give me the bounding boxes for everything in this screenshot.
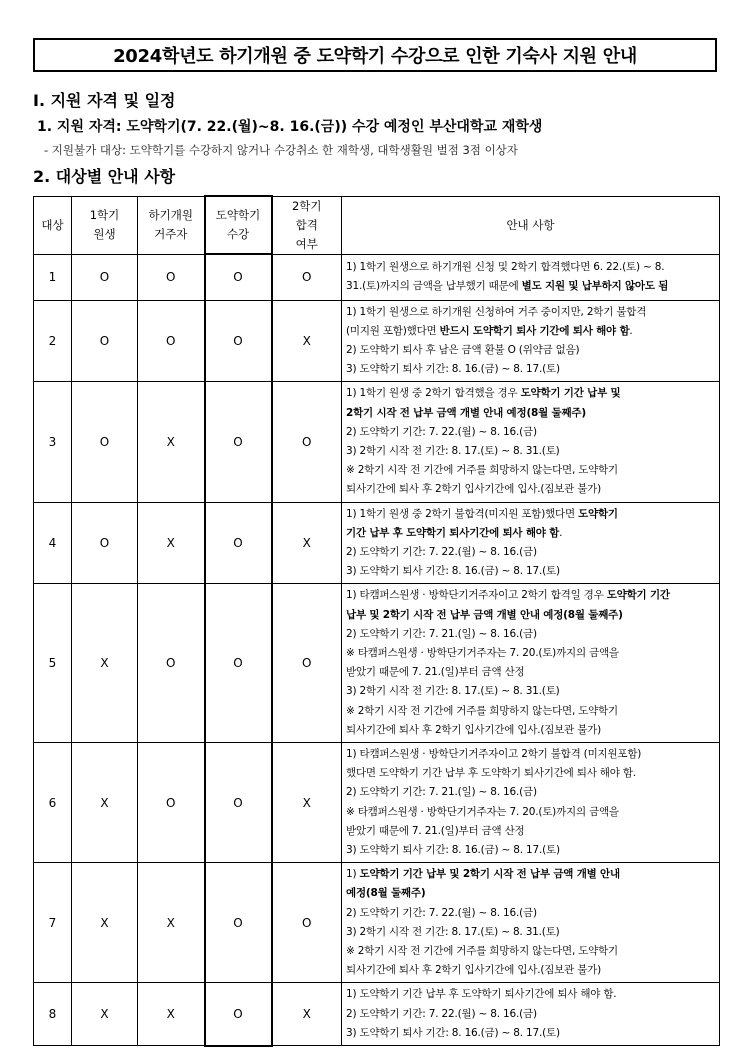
cell-summer: X — [138, 382, 205, 502]
guide-text: 1) 타캠퍼스원생 · 방학단기거주자이고 2학기 불합격 (미지원포함) — [346, 747, 642, 760]
guide-text: 3) 2학기 시작 전 기간: 8. 17.(토) ~ 8. 31.(토) — [346, 444, 560, 457]
guide-line — [346, 606, 715, 625]
ineligible-note: - 지원불가 대상: 도약학기를 수강하지 않거나 수강취소 한 재학생, 대학생활원 벌점 3점 이상자 — [44, 143, 518, 157]
cell-guide — [342, 382, 720, 502]
guide-line — [346, 644, 715, 663]
guide-text-bold: 별도 지원 및 납부하지 않아도 됨 — [521, 280, 669, 292]
guide-line — [346, 745, 715, 764]
guide-line — [346, 625, 715, 644]
guide-text: ※ 타캠퍼스원생 · 방학단기거주자는 7. 20.(토)까지의 금액을 — [346, 646, 619, 659]
guide-text: ※ 2학기 시작 전 기간에 거주를 희망하지 않는다면, 도약학기 — [346, 704, 619, 717]
cell-sem1: X — [72, 742, 138, 862]
guide-text: 1) 1학기 원생으로 하기개원 신청하여 거주 중이지만, 2학기 불합격 — [346, 305, 647, 318]
guide-text: 2) 도약학기 기간: 7. 22.(월) ~ 8. 16.(금) — [346, 545, 537, 558]
guide-line — [346, 721, 715, 740]
cell-sem2: X — [272, 502, 342, 584]
guide-text-bold: 도약학기 기간 — [606, 589, 670, 602]
cell-leap: O — [205, 382, 272, 502]
guide-line — [346, 904, 715, 923]
guide-text: 2) 도약학기 기간: 7. 22.(월) ~ 8. 16.(금) — [346, 1007, 537, 1020]
guide-text-bold: 2학기 시작 전 납부 금액 개별 안내 예정(8월 둘째주) — [346, 406, 586, 419]
guide-text: 1) 1학기 원생으로 하기개원 신청 및 2학기 합격했다면 6. 22.(토) ~ 8. — [346, 260, 665, 273]
guide-text: 받았기 때문에 7. 21.(일)부터 금액 산정 — [346, 824, 525, 837]
cell-guide — [342, 742, 720, 862]
cell-target: 8 — [34, 983, 72, 1046]
table-row — [34, 382, 720, 502]
guide-line — [346, 480, 715, 499]
cell-sem1: X — [72, 863, 138, 983]
guide-text-bold: 도약학기 — [578, 507, 618, 520]
header-leap: 도약학기 수강 — [205, 196, 272, 254]
cell-guide — [342, 863, 720, 983]
cell-summer: X — [138, 863, 205, 983]
guide-text: 받았기 때문에 7. 21.(일)부터 금액 산정 — [346, 666, 525, 679]
header-guide: 안내 사항 — [342, 196, 720, 254]
cell-sem1: O — [72, 382, 138, 502]
cell-sem2: O — [272, 382, 342, 502]
table-row — [34, 983, 720, 1046]
cell-target: 2 — [34, 300, 72, 382]
guide-line — [346, 461, 715, 480]
cell-leap: O — [205, 742, 272, 862]
guide-line — [346, 384, 715, 403]
guide-line — [346, 865, 715, 884]
guide-text: (미지원 포함)했다면 — [346, 324, 440, 337]
guide-line — [346, 1005, 715, 1024]
cell-target: 4 — [34, 502, 72, 584]
guide-text: 2) 도약학기 기간: 7. 21.(일) ~ 8. 16.(금) — [346, 786, 537, 799]
guide-text: 3) 도약학기 퇴사 기간: 8. 16.(금) ~ 8. 17.(토) — [346, 1026, 560, 1039]
guide-line — [346, 258, 715, 277]
guide-line — [346, 663, 715, 682]
guide-line — [346, 841, 715, 860]
guide-text: 3) 도약학기 퇴사 기간: 8. 16.(금) ~ 8. 17.(토) — [346, 363, 560, 376]
guide-text: 2) 도약학기 기간: 7. 21.(일) ~ 8. 16.(금) — [346, 627, 537, 640]
guide-line — [346, 562, 715, 581]
cell-target: 3 — [34, 382, 72, 502]
table-row — [34, 584, 720, 743]
guide-text: 3) 2학기 시작 전 기간: 8. 17.(토) ~ 8. 31.(토) — [346, 685, 560, 698]
guide-text: 1) — [346, 868, 360, 881]
guide-line — [346, 961, 715, 980]
table-row — [34, 254, 720, 300]
cell-sem2: X — [272, 742, 342, 862]
guide-text: 퇴사기간에 퇴사 후 2학기 입사기간에 입사.(짐보관 불가) — [346, 964, 601, 977]
table-row — [34, 863, 720, 983]
guide-text: 1) 1학기 원생 중 2학기 합격했을 경우 — [346, 387, 521, 400]
guide-text-bold: 반드시 도약학기 퇴사 기간에 퇴사 해야 함 — [439, 324, 630, 337]
table-header-row — [34, 196, 720, 254]
guide-text: 1) 타캠퍼스원생 · 방학단기거주자이고 2학기 합격일 경우 — [346, 589, 607, 602]
guide-line — [346, 404, 715, 423]
table-row — [34, 300, 720, 382]
cell-summer: O — [138, 742, 205, 862]
guide-line — [346, 942, 715, 961]
guide-line — [346, 702, 715, 721]
cell-sem1: O — [72, 502, 138, 584]
header-sem2: 2학기 합격 여부 — [272, 196, 342, 254]
guide-line — [346, 764, 715, 783]
cell-leap: O — [205, 300, 272, 382]
cell-guide — [342, 584, 720, 743]
header-summer: 하기개원 거주자 — [138, 196, 205, 254]
cell-target: 7 — [34, 863, 72, 983]
cell-target: 1 — [34, 254, 72, 300]
section1-heading: Ⅰ. 지원 자격 및 일정 — [33, 91, 176, 110]
guide-text-bold: 예정(8월 둘째주) — [346, 887, 426, 900]
cell-summer: X — [138, 983, 205, 1046]
guide-text: . — [559, 526, 563, 539]
cell-summer: O — [138, 584, 205, 743]
header-target: 대상 — [34, 196, 72, 254]
guide-text: 했다면 도약학기 기간 납부 후 도약학기 퇴사기간에 퇴사 해야 함. — [346, 767, 636, 780]
header-sem1: 1학기 원생 — [72, 196, 138, 254]
table-row — [34, 502, 720, 584]
guide-text: 3) 2학기 시작 전 기간: 8. 17.(토) ~ 8. 31.(토) — [346, 925, 560, 938]
cell-sem1: X — [72, 584, 138, 743]
guide-line — [346, 524, 715, 543]
guide-text-bold: 기간 납부 후 도약학기 퇴사기간에 퇴사 해야 함 — [346, 526, 560, 539]
guide-line — [346, 543, 715, 562]
cell-guide — [342, 300, 720, 382]
cell-leap: O — [205, 584, 272, 743]
cell-leap: O — [205, 983, 272, 1046]
cell-target: 6 — [34, 742, 72, 862]
guide-line — [346, 923, 715, 942]
cell-sem1: X — [72, 983, 138, 1046]
cell-target: 5 — [34, 584, 72, 743]
section2-heading: 2. 대상별 안내 사항 — [33, 167, 176, 186]
guide-text-bold: 납부 및 2학기 시작 전 납부 금액 개별 안내 예정(8월 둘째주) — [346, 608, 623, 621]
cell-summer: X — [138, 502, 205, 584]
cell-sem2: O — [272, 584, 342, 743]
cell-guide — [342, 254, 720, 300]
guide-text: ※ 2학기 시작 전 기간에 거주를 희망하지 않는다면, 도약학기 — [346, 945, 619, 957]
guide-text: . — [629, 324, 633, 337]
guide-text: 1) 1학기 원생 중 2학기 불합격(미지원 포함)했다면 — [346, 507, 579, 520]
cell-sem1: O — [72, 254, 138, 300]
cell-summer: O — [138, 300, 205, 382]
guide-line — [346, 360, 715, 379]
guide-text: 3) 도약학기 퇴사 기간: 8. 16.(금) ~ 8. 17.(토) — [346, 565, 560, 578]
guide-text-bold: 도약학기 기간 납부 및 — [520, 387, 621, 400]
guide-line — [346, 423, 715, 442]
cell-summer: O — [138, 254, 205, 300]
cell-sem1: O — [72, 300, 138, 382]
guide-text-bold: 도약학기 기간 납부 및 2학기 시작 전 납부 금액 개별 안내 — [359, 868, 620, 881]
guide-text: 2) 도약학기 퇴사 후 남은 금액 환불 O (위약금 없음) — [346, 343, 580, 356]
guidance-table — [33, 195, 720, 1047]
eligibility-line: 1. 지원 자격: 도약학기(7. 22.(월)~8. 16.(금)) 수강 예정인 부산대학교 재학생 — [37, 119, 543, 135]
cell-leap: O — [205, 863, 272, 983]
guide-line — [346, 803, 715, 822]
table-row — [34, 742, 720, 862]
guide-text: ※ 타캠퍼스원생 · 방학단기거주자는 7. 20.(토)까지의 금액을 — [346, 805, 619, 818]
guide-line — [346, 341, 715, 360]
guide-text: 3) 도약학기 퇴사 기간: 8. 16.(금) ~ 8. 17.(토) — [346, 843, 560, 856]
guide-line — [346, 303, 715, 322]
cell-guide — [342, 502, 720, 584]
document-title: 2024학년도 하기개원 중 도약학기 수강으로 인한 기숙사 지원 안내 — [33, 38, 717, 72]
guide-text: 2) 도약학기 기간: 7. 22.(월) ~ 8. 16.(금) — [346, 906, 537, 919]
guide-line — [346, 682, 715, 701]
guide-text: 1) 도약학기 기간 납부 후 도약학기 퇴사기간에 퇴사 해야 함. — [346, 988, 617, 1001]
cell-sem2: X — [272, 983, 342, 1046]
guide-text: ※ 2학기 시작 전 기간에 거주를 희망하지 않는다면, 도약학기 — [346, 464, 619, 477]
cell-guide — [342, 983, 720, 1046]
guide-line — [346, 442, 715, 461]
guide-line — [346, 505, 715, 524]
guide-text: 퇴사기간에 퇴사 후 2학기 입사기간에 입사.(짐보관 불가) — [346, 483, 601, 496]
guide-line — [346, 783, 715, 802]
guide-line — [346, 277, 715, 296]
guide-line — [346, 1024, 715, 1043]
guide-text: 퇴사기간에 퇴사 후 2학기 입사기간에 입사.(짐보관 불가) — [346, 723, 601, 736]
guide-text: 31.(토)까지의 금액을 납부했기 때문에 — [346, 280, 522, 292]
guide-line — [346, 586, 715, 605]
cell-leap: O — [205, 254, 272, 300]
cell-leap: O — [205, 502, 272, 584]
cell-sem2: X — [272, 300, 342, 382]
guide-text: 2) 도약학기 기간: 7. 22.(월) ~ 8. 16.(금) — [346, 425, 537, 438]
cell-sem2: O — [272, 254, 342, 300]
guide-line — [346, 985, 715, 1004]
guide-line — [346, 884, 715, 903]
guide-line — [346, 322, 715, 341]
cell-sem2: O — [272, 863, 342, 983]
guide-line — [346, 822, 715, 841]
